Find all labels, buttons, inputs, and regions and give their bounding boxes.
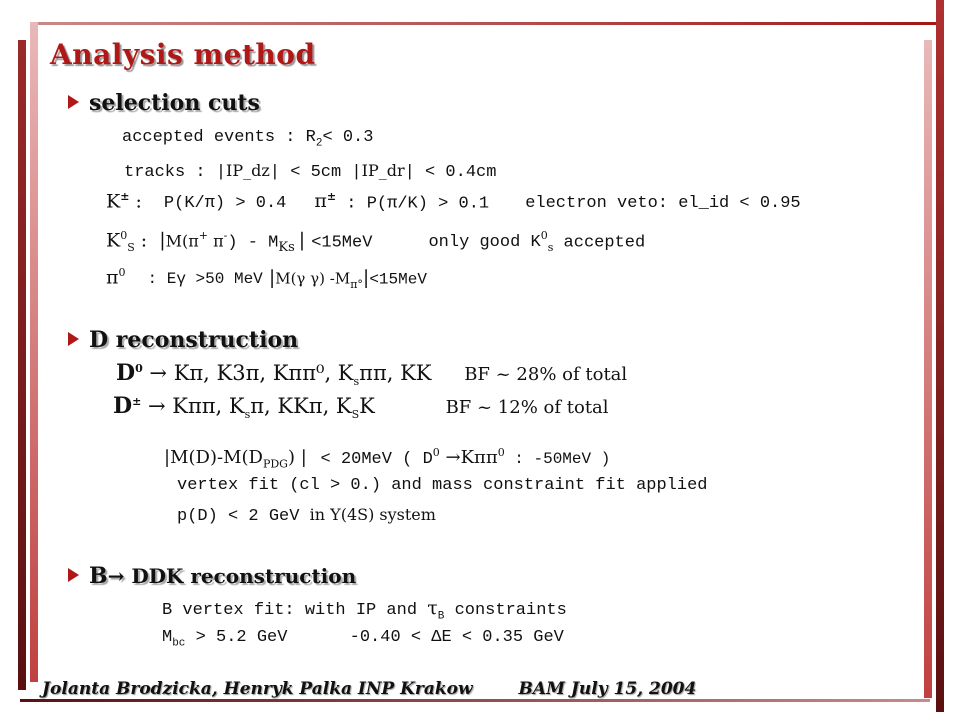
d-mass-window: $|M(D)-M(D_{PDG})$ | < 20MeV ( $D^0 \to K\pi\pi^0$ : -50MeV ) <box>164 446 611 471</box>
section-heading: selection cuts <box>89 90 260 116</box>
right-bar-light <box>924 40 932 698</box>
section-heading: B <box>89 563 108 589</box>
d-momentum-cut: p(D) < 2 GeV in Y(4S) system <box>177 505 436 526</box>
right-bar-dark <box>936 0 944 712</box>
section-heading: D reconstruction <box>89 327 299 353</box>
dpm-modes: D± → Kππ, $K_s\pi$, KKπ, $K_SK$ BF ~ 12% of total <box>113 393 609 422</box>
cut-tracks: tracks : |IP_dz| < 5cm |IP_dr| < 0.4cm <box>124 161 497 182</box>
section-selection-cuts <box>68 90 260 116</box>
bullet-arrow-icon <box>68 95 79 109</box>
b-mbc-de-cuts: $M_{bc} > 5.2$ GeV -0.40 < ΔE < 0.35 GeV <box>162 628 564 650</box>
cut-ks-mass: $K^0_S$ : |M(π+ $\pi^-) - M_{Ks}$ | <15MeV only good $K^0_s$ accepted <box>106 229 646 256</box>
bullet-arrow-icon <box>68 332 79 346</box>
top-rule <box>30 22 938 25</box>
bottom-rule <box>20 699 930 702</box>
left-bar-light <box>30 22 38 682</box>
b-vertex-fit: B vertex fit: with IP and $\tau_B$ constraints <box>162 597 567 623</box>
left-bar-dark <box>18 40 26 690</box>
section-b-reconstruction: B→ DDK reconstruction <box>68 563 356 589</box>
bullet-arrow-icon <box>68 568 79 582</box>
footer-conference: BAM July 15, 2004 <box>518 679 697 699</box>
page-title: Analysis method <box>50 38 316 71</box>
vertex-fit-note: vertex fit (cl > 0.) and mass constraint fit applied <box>177 476 708 495</box>
section-d-reconstruction <box>68 327 298 353</box>
cut-kaon-pion-id: K± : P(K/π) > 0.4 π± : P(π/K) > 0.1 electron veto: el_id < 0.95 <box>106 190 801 214</box>
footer-authors: Jolanta Brodzicka, Henryk Palka INP Krakow <box>42 679 473 699</box>
cut-pi0: $\pi^0$ : Eγ >50 MeV |M(γ γ) $-M_{\pi^\circ}|<15MeV$ <box>106 266 427 292</box>
footer <box>42 679 702 699</box>
d0-modes: $D^0 \to K\pi$, K3π, Kππ⁰, $K_s\pi\pi$, KK BF ~ 28% of total <box>116 360 628 389</box>
cut-accepted-events: accepted events : $R_2< 0.3$ <box>122 128 374 150</box>
